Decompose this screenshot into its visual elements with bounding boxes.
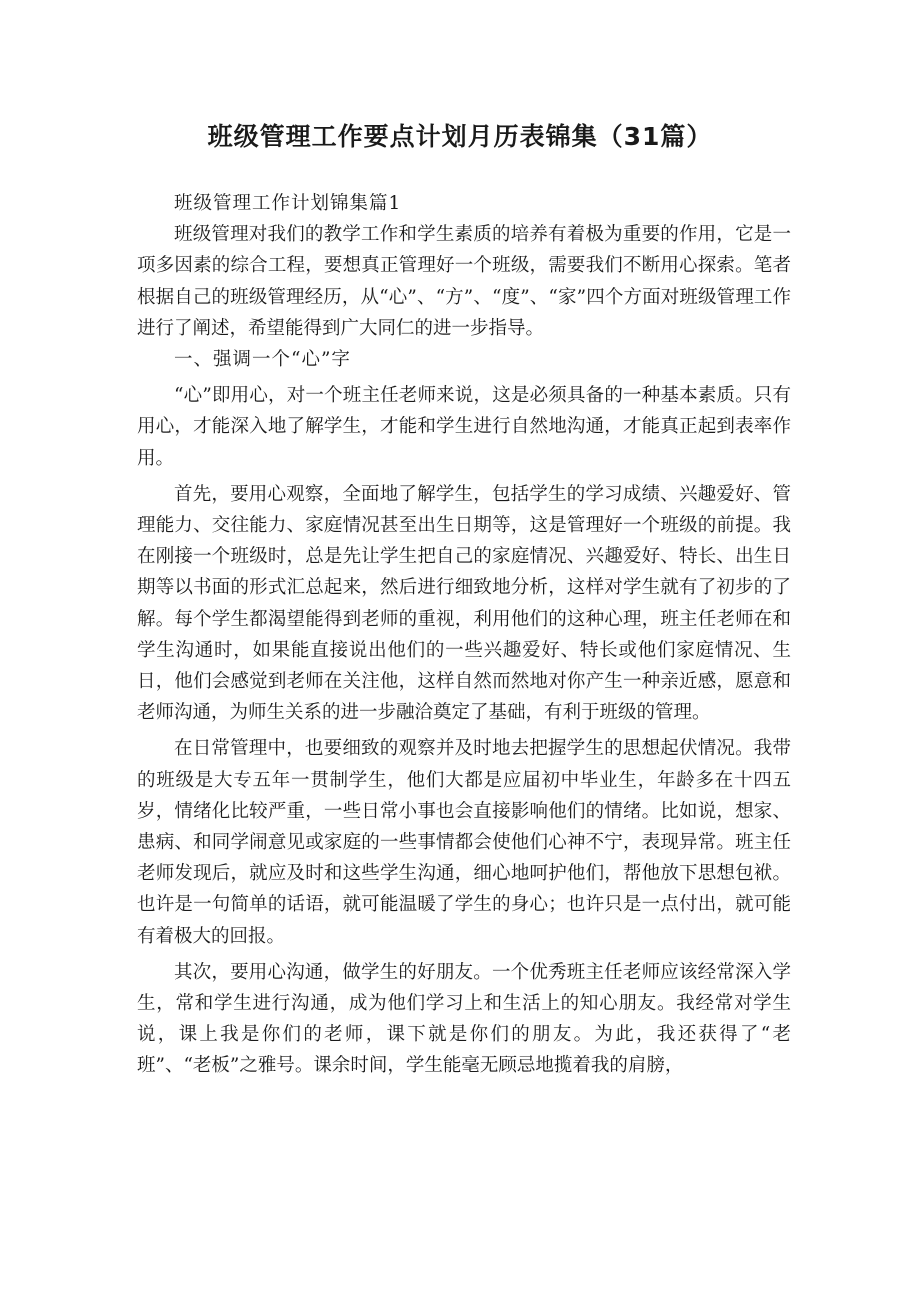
document-body [137, 188, 791, 1082]
paragraph-daily: 在日常管理中，也要细致的观察并及时地去把握学生的思想起伏情况。我带的班级是大专五年一贯制学生，他们大都是应届初中毕业生，年龄多在十四五岁，情绪化比较严重，一些日常小事也会直接影响他们的情绪。比如说，想家、患病、和同学闹意见或家庭的一些事情都会使他们心神不宁，表现异常。班主任老师发现后，就应及时和这些学生沟通，细心地呵护他们，帮他放下思想包袱。也许是一句简单的话语，就可能温暖了学生的身心；也许只是一点付出，就可能有着极大的回报。 [137, 738, 791, 947]
paragraph-observe: 首先，要用心观察，全面地了解学生，包括学生的学习成绩、兴趣爱好、管理能力、交往能力、家庭情况甚至出生日期等，这是管理好一个班级的前提。我在刚接一个班级时，总是先让学生把自己的家庭情况、兴趣爱好、特长、出生日期等以书面的形式汇总起来，然后进行细致地分析，这样对学生就有了初步的了解。每个学生都渴望能得到老师的重视，利用他们的这种心理，班主任老师在和学生沟通时，如果能直接说出他们的一些兴趣爱好、特长或他们家庭情况、生日，他们会感觉到老师在关注他，这样自然而然地对你产生一种亲近感，愿意和老师沟通，为师生关系的进一步融洽奠定了基础，有利于班级的管理。 [137, 483, 791, 724]
document-title: 班级管理工作要点计划月历表锦集（31篇） [207, 122, 713, 151]
section-heading: 班级管理工作计划锦集篇1 [174, 193, 402, 214]
paragraph-communicate: 其次，要用心沟通，做学生的好朋友。一个优秀班主任老师应该经常深入学生，常和学生进行沟通，成为他们学习上和生活上的知心朋友。我经常对学生说，课上我是你们的老师，课下就是你们的朋友。为此，我还获得了“老班”、“老板”之雅号。课余时间，学生能毫无顾忌地揽着我的肩膀， [137, 961, 791, 1077]
paragraph-intro: 班级管理对我们的教学工作和学生素质的培养有着极为重要的作用，它是一项多因素的综合工程，要想真正管理好一个班级，需要我们不断用心探索。笔者根据自己的班级管理经历，从“心”、“方”、“度”、“家”四个方面对班级管理工作进行了阐述，希望能得到广大同仁的进一步指导。 [137, 224, 791, 339]
subsection-heading: 一、强调一个“心”字 [174, 349, 351, 371]
paragraph-definition: “心”即用心，对一个班主任老师来说，这是必须具备的一种基本素质。只有用心，才能深入地了解学生，才能和学生进行自然地沟通，才能真正起到表率作用。 [137, 385, 791, 469]
